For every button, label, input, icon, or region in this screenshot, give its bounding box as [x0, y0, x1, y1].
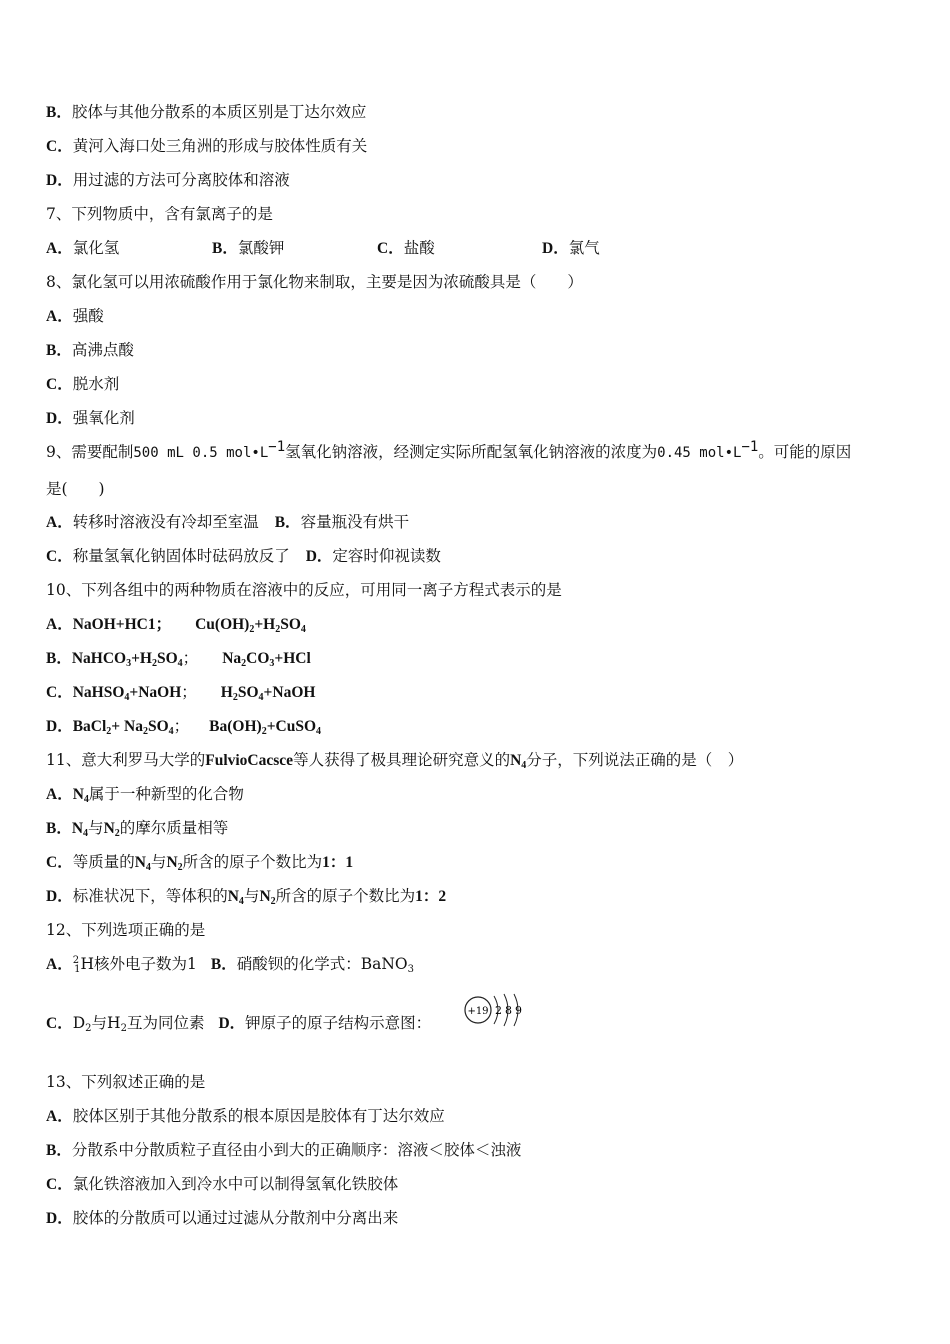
- q13-option-c: C．氯化铁溶液加入到冷水中可以制得氢氧化铁胶体: [46, 1175, 399, 1193]
- shell-1-electrons: 2: [495, 1004, 502, 1017]
- q9-options-cd: C．称量氢氧化钠固体时砝码放反了 D．定容时仰视读数: [46, 547, 441, 565]
- q11-option-d: D．标准状况下，等体积的$N_4$与$N_2$所含的原子个数比为1：2: [46, 887, 447, 907]
- q12-options-cd: C．$D_2$与$H_2$互为同位素 D．钾原子的原子结构示意图： +19 2 8 9: [46, 1013, 431, 1034]
- shell-3-electrons: 9: [515, 1004, 522, 1017]
- q6-option-c: C．黄河入海口处三角洲的形成与胶体性质有关: [46, 137, 368, 155]
- q10-option-c: C．NaHSO$_4$+NaOH； $H_2SO_4+NaOH$: [46, 683, 316, 703]
- q7-stem: 7、下列物质中，含有氯离子的是: [46, 205, 273, 223]
- q13-option-a: A．胶体区别于其他分散系的根本原因是胶体有丁达尔效应: [46, 1107, 445, 1125]
- q13-option-d: D．胶体的分散质可以通过过滤从分散剂中分离出来: [46, 1209, 399, 1227]
- q11-option-a: A．$N_4$属于一种新型的化合物: [46, 785, 244, 805]
- nucleus-charge-label: +19: [467, 1006, 489, 1017]
- potassium-atom-structure-diagram: [462, 988, 526, 1032]
- shell-2-electrons: 8: [505, 1004, 512, 1017]
- q7-option-b: B．氯酸钾: [212, 239, 285, 257]
- q7-option-a: A．氯化氢: [46, 239, 120, 257]
- q13-stem: 13、下列叙述正确的是: [46, 1073, 206, 1091]
- q8-option-a: A．强酸: [46, 307, 104, 325]
- q11-option-c: C．等质量的$N_4$与$N_2$所含的原子个数比为1：1: [46, 853, 354, 873]
- q9-stem-line1: 9、需要配制500 mL 0.5 $mol•L^{-1}$氢氧化钠溶液，经测定实际所配氢氧化钠溶液的浓度为0.45 $mol•L^{-1}$。可能的原因: [46, 439, 852, 461]
- q6-option-b: B．胶体与其他分散系的本质区别是丁达尔效应: [46, 103, 367, 121]
- q10-option-a: A．NaOH+HC1； $Cu(OH)_2+H_2SO_4$: [46, 616, 306, 635]
- q8-option-c: C．脱水剂: [46, 375, 120, 393]
- q8-option-d: D．强氧化剂: [46, 409, 135, 427]
- q12-options-ab: A．$^2_1$H核外电子数为1 B．硝酸钡的化学式：BaNO$_3$: [46, 955, 415, 975]
- q11-option-b: B．$N_4$与$N_2$的摩尔质量相等: [46, 819, 229, 839]
- q10-option-d: D．BaCl$_2$+ $Na_2SO_4$； $Ba(OH)_2+CuSO_4$: [46, 717, 322, 737]
- q11-stem: 11、意大利罗马大学的FulvioCacsce等人获得了极具理论研究意义的$N_4$分子，下列说法正确的是（ ）: [46, 751, 744, 771]
- q8-option-b: B．高沸点酸: [46, 341, 134, 359]
- q9-options-ab: A．转移时溶液没有冷却至室温 B．容量瓶没有烘干: [46, 513, 410, 531]
- q8-stem: 8、氯化氢可以用浓硫酸作用于氯化物来制取，主要是因为浓硫酸具是（ ）: [46, 273, 583, 291]
- q10-stem: 10、下列各组中的两种物质在溶液中的反应，可用同一离子方程式表示的是: [46, 581, 562, 599]
- q9-stem-line2: 是( ): [46, 480, 105, 498]
- q12-stem: 12、下列选项正确的是: [46, 921, 206, 939]
- q13-option-b: B．分散系中分散质粒子直径由小到大的正确顺序：溶液＜胶体＜浊液: [46, 1141, 522, 1159]
- q10-option-b: B．$NaHCO_3+H_2SO_4$； $Na_2CO_3+HCl$: [46, 649, 311, 669]
- q7-option-c: C．盐酸: [377, 239, 435, 257]
- q6-option-d: D．用过滤的方法可分离胶体和溶液: [46, 171, 290, 189]
- q7-option-d: D．氯气: [542, 239, 600, 257]
